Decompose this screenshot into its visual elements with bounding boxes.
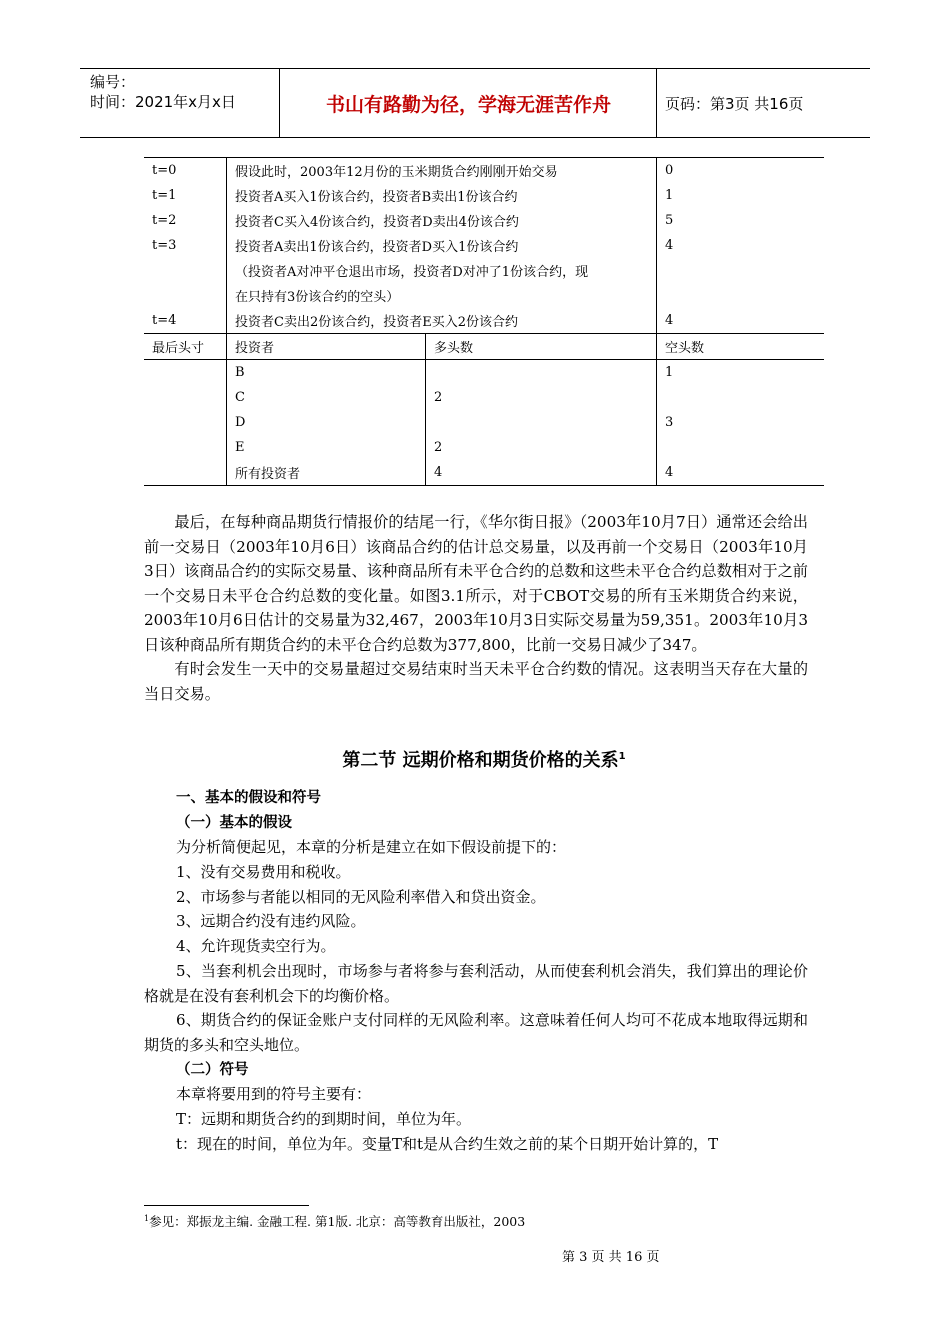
footnote-rule <box>144 1205 309 1206</box>
final-cell-long: 2 <box>426 385 657 410</box>
table-cell-desc: 在只持有3份该合约的空头） <box>227 283 657 308</box>
table-cell-time: t=4 <box>144 308 227 334</box>
table-cell-time: t=1 <box>144 183 227 208</box>
heading-2: （一）基本的假设 <box>176 814 292 831</box>
table-cell-desc: （投资者A对冲平仓退出市场，投资者D对冲了1份该合约，现 <box>227 258 657 283</box>
column-header-investor: 投资者 <box>227 334 426 360</box>
table-cell-oi <box>657 283 825 308</box>
assumption-intro: 为分析简便起见，本章的分析是建立在如下假设前提下的： <box>176 838 567 857</box>
symbol-item: T：远期和期货合约的到期时间，单位为年。 <box>176 1110 472 1128</box>
symbols-intro: 本章将要用到的符号主要有： <box>176 1085 372 1104</box>
table-cell-desc: 假设此时，2003年12月份的玉米期货合约刚刚开始交易 <box>227 158 657 184</box>
heading-3: （二）符号 <box>176 1061 249 1078</box>
assumption-item: 6、期货合约的保证金账户支付同样的无风险利率。这意味着任何人均可不花成本地取得远期和期货的多头和空头地位。 <box>144 1011 808 1054</box>
header-page: 页码：第3页 共16页 <box>665 94 804 113</box>
final-cell-short: 3 <box>665 415 674 430</box>
footnote-text: 参见：郑振龙主编. 金融工程. 第1版. 北京：高等教育出版社，2003 <box>149 1214 526 1229</box>
final-cell-short <box>657 435 825 460</box>
table-cell-time: t=3 <box>144 233 227 258</box>
table-cell-desc: 投资者A买入1份该合约，投资者B卖出1份该合约 <box>227 183 657 208</box>
header-motto: 书山有路勤为径，学海无涯苦作舟 <box>281 69 657 137</box>
table-cell-oi: 4 <box>665 238 674 253</box>
heading-1: 一、基本的假设和符号 <box>176 790 321 806</box>
final-cell-short: 1 <box>665 365 674 380</box>
table-cell-time: t=0 <box>144 158 227 184</box>
symbol-item: t：现在的时间，单位为年。变量T和t是从合约生效之前的某个日期开始计算的，T <box>176 1134 719 1153</box>
table-cell-oi <box>657 258 825 283</box>
body-paragraphs <box>144 510 808 706</box>
section-body <box>144 786 808 1156</box>
table-cell-desc: 投资者C买入4份该合约，投资者D卖出4份该合约 <box>227 208 657 233</box>
table-cell-time <box>144 283 227 308</box>
assumption-item: 2、市场参与者能以相同的无风险利率借入和贷出资金。 <box>176 887 546 906</box>
table-cell-oi: 1 <box>665 188 674 203</box>
footnote-mark: 1 <box>144 1213 150 1223</box>
final-cell-long: 4 <box>426 460 657 486</box>
column-header-short: 空头数 <box>665 341 705 356</box>
final-cell-long <box>426 410 657 435</box>
page-number: 第 3 页 共 16 页 <box>562 1250 660 1265</box>
assumption-item: 4、允许现货卖空行为。 <box>176 937 336 956</box>
table-cell-oi: 4 <box>665 313 674 328</box>
table-cell-time: t=2 <box>144 208 227 233</box>
assumption-item: 3、远期合约没有违约风险。 <box>176 912 366 931</box>
section-title <box>144 746 824 772</box>
footnote <box>144 1212 525 1230</box>
column-header-long: 多头数 <box>426 334 657 360</box>
header-number: 编号： <box>90 73 136 91</box>
paragraph: 有时会发生一天中的交易量超过交易结束时当天未平仓合约数的情况。这表明当天存在大量的当日交易。 <box>144 660 808 703</box>
page-header <box>80 68 870 138</box>
final-cell-short <box>657 385 825 410</box>
final-cell-investor: E <box>227 435 426 460</box>
header-meta <box>80 69 280 137</box>
assumption-item: 5、当套利机会出现时，市场参与者将参与套利活动，从而使套利机会消失，我们算出的理论价格就是在没有套利机会下的均衡价格。 <box>144 961 808 1005</box>
final-cell-long <box>426 360 657 386</box>
final-cell-investor: B <box>227 360 426 386</box>
table-cell-desc: 投资者A卖出1份该合约，投资者D买入1份该合约 <box>227 233 657 258</box>
final-cell-investor: D <box>227 410 426 435</box>
paragraph: 最后，在每种商品期货行情报价的结尾一行，《华尔街日报》（2003年10月7日）通常还会给出前一交易日（2003年10月6日）该商品合约的估计总交易量，以及再前一个交易日（2003年10月3日）该商品合约的实际交易量、该种商品所有未平仓合约的总数和这些未平仓合约总数相对于之前一个交易日未平仓合约总数的变化量。如图3.1所示，对于CBOT交易的所有玉米期货合约来说，2003年10月6日估计的交易量为32,467，2003年10月3日实际交易量为59,351。2003年10月3日该种商品所有期货合约的未平仓合约总数为377,800，比前一交易日减少了347。 <box>144 513 808 654</box>
table-cell-desc: 投资者C卖出2份该合约，投资者E买入2份该合约 <box>227 308 657 334</box>
table-cell-time <box>144 258 227 283</box>
assumption-item: 1、没有交易费用和税收。 <box>176 863 351 882</box>
final-cell-long: 2 <box>426 435 657 460</box>
final-cell-investor: C <box>227 385 426 410</box>
table-cell-oi: 0 <box>665 163 674 178</box>
final-cell-short: 4 <box>665 465 674 480</box>
section-title-text: 第二节 远期价格和期货价格的关系 <box>342 750 619 771</box>
final-position-label: 最后头寸 <box>144 334 227 360</box>
final-cell-investor: 所有投资者 <box>227 460 426 486</box>
open-interest-table <box>144 157 824 486</box>
table-cell-oi: 5 <box>665 213 674 228</box>
footnote-ref: 1 <box>618 751 626 762</box>
header-time: 时间：2021年x月x日 <box>90 93 236 111</box>
